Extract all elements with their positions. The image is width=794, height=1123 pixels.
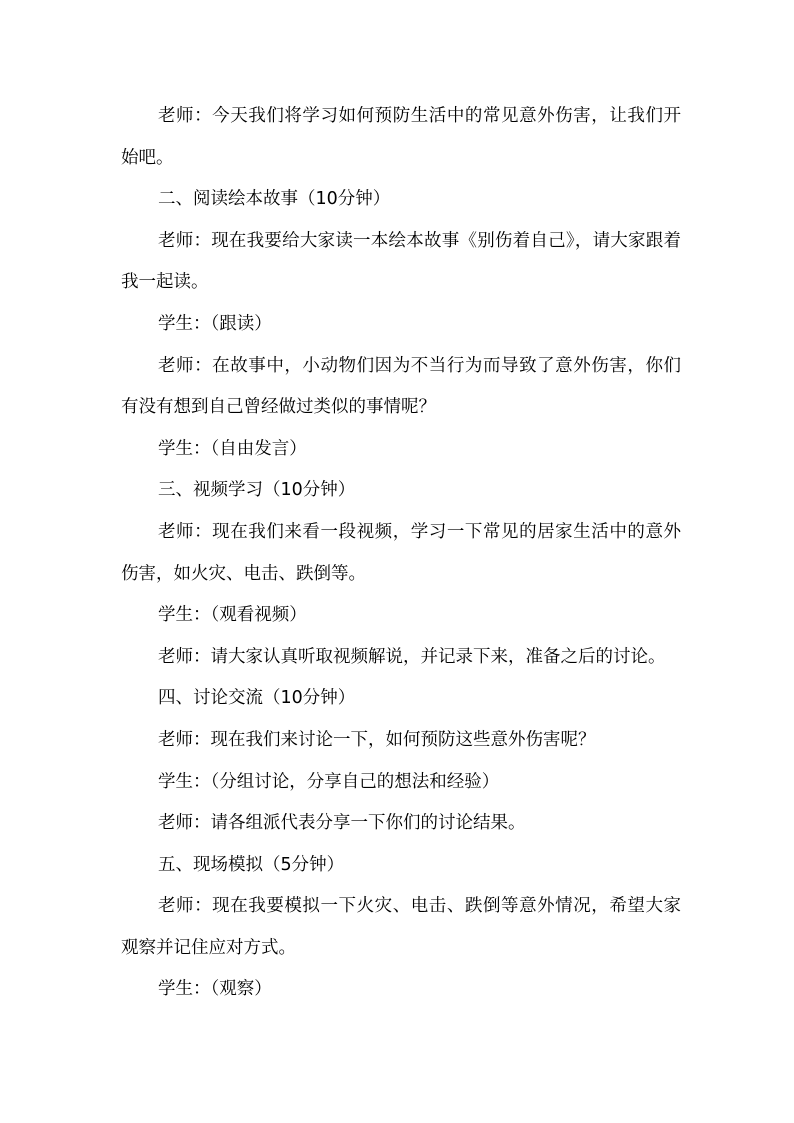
paragraph-teacher-discuss: 老师：现在我们来讨论一下，如何预防这些意外伤害呢？ xyxy=(158,729,596,750)
paragraph-teacher-video: 老师：现在我们来看一段视频，学习一下常见的居家生活中的意外伤害，如火灾、电击、跌倒等。 xyxy=(121,521,681,584)
paragraph-teacher-listen: 老师：请大家认真听取视频解说，并记录下来，准备之后的讨论。 xyxy=(158,646,666,667)
paragraph-student-read-along: 学生：（跟读） xyxy=(158,313,272,334)
heading-section-4: 四、讨论交流（10分钟） xyxy=(158,688,356,709)
paragraph-teacher-intro: 老师：今天我们将学习如何预防生活中的常见意外伤害，让我们开始吧。 xyxy=(121,106,681,168)
paragraph-teacher-read-story: 老师：现在我要给大家读一本绘本故事《别伤着自己》，请大家跟着我一起读。 xyxy=(121,230,681,293)
paragraph-teacher-simulation: 老师：现在我要模拟一下火灾、电击、跌倒等意外情况，希望大家观察并记住应对方式。 xyxy=(121,896,681,958)
heading-section-2: 二、阅读绘本故事（10分钟） xyxy=(158,189,391,210)
paragraph-teacher-share-results: 老师：请各组派代表分享一下你们的讨论结果。 xyxy=(158,813,526,834)
paragraph-student-free-speech: 学生：（自由发言） xyxy=(158,438,307,459)
paragraph-teacher-story-question: 老师：在故事中，小动物们因为不当行为而导致了意外伤害，你们有没有想到自己曾经做过类似的事情呢？ xyxy=(121,355,681,418)
heading-section-3: 三、视频学习（10分钟） xyxy=(158,480,356,501)
paragraph-student-observe: 学生：（观察） xyxy=(158,979,272,1000)
heading-section-5: 五、现场模拟（5分钟） xyxy=(158,854,345,875)
paragraph-student-group-discuss: 学生：（分组讨论，分享自己的想法和经验） xyxy=(158,771,500,792)
paragraph-student-watch-video: 学生：（观看视频） xyxy=(158,605,307,626)
document-body xyxy=(121,96,681,1011)
